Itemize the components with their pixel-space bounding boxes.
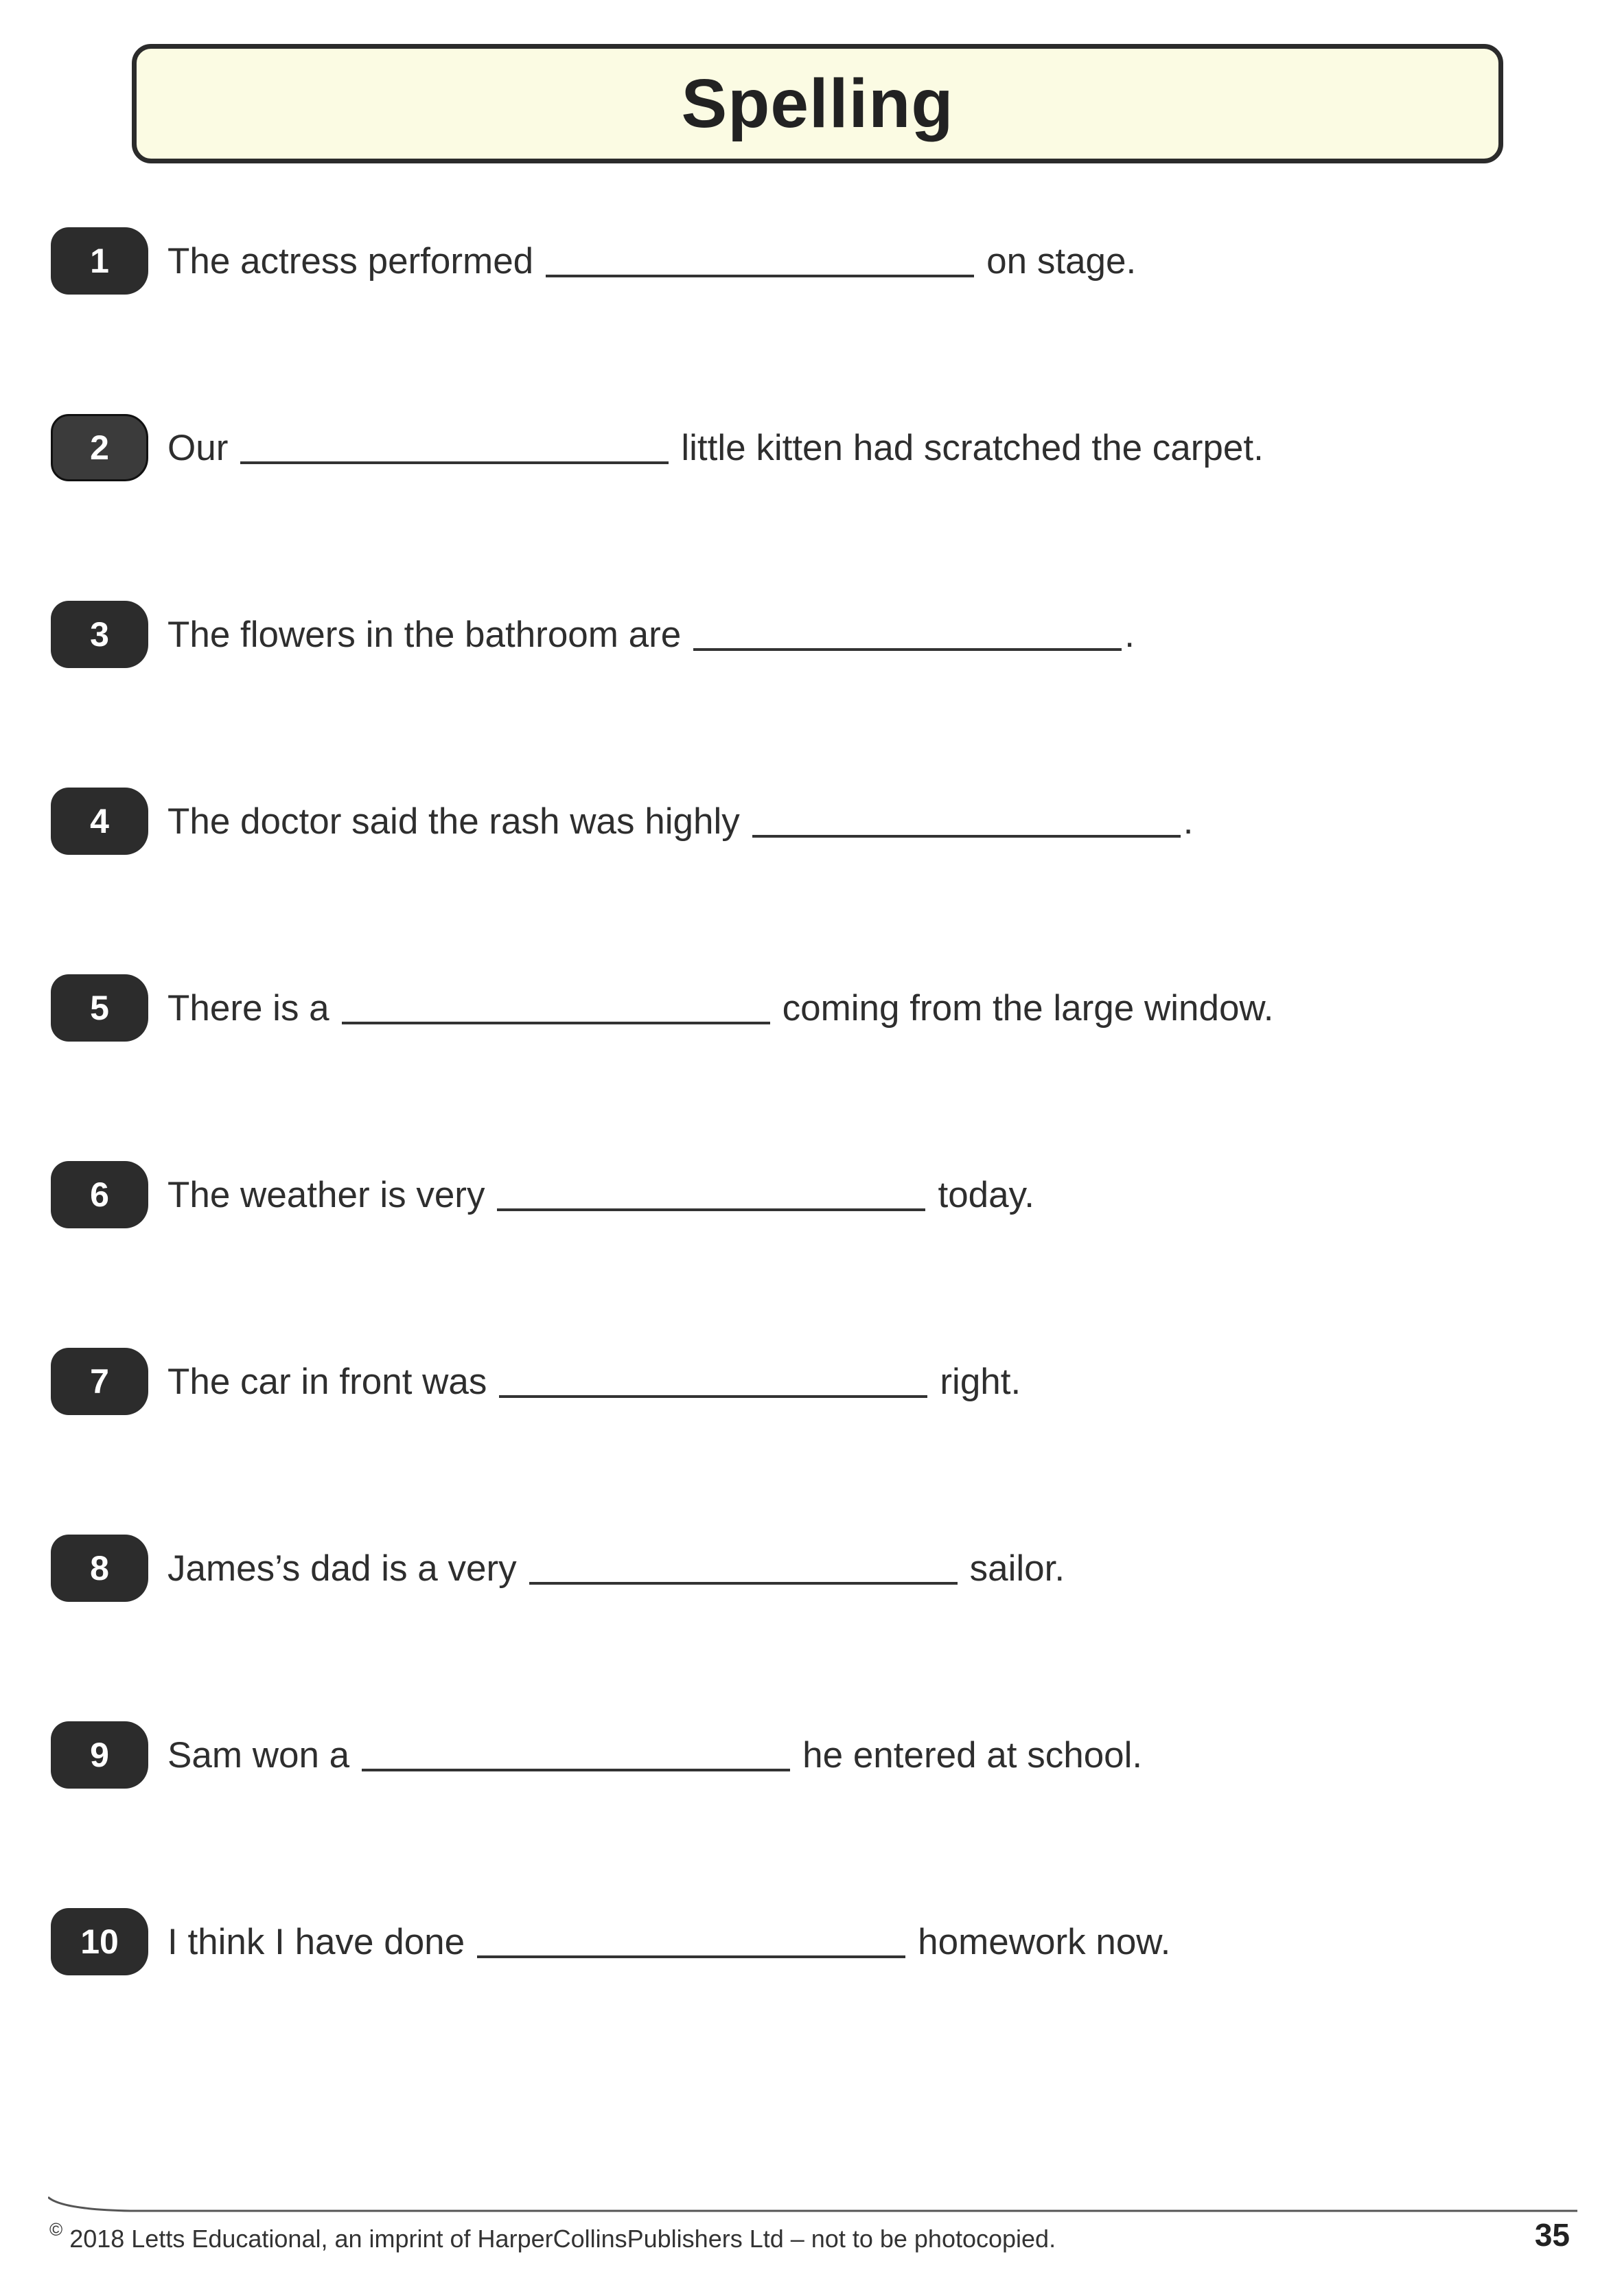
question-number-badge: 6 [51, 1161, 148, 1228]
question-number-badge: 9 [51, 1721, 148, 1789]
question-text-after: . [1183, 801, 1194, 842]
question-text-after: . [1124, 614, 1135, 655]
question-number-badge: 3 [51, 601, 148, 668]
page-title: Spelling [681, 65, 954, 142]
question-number-badge: 10 [51, 1908, 148, 1975]
question-text-before: The flowers in the bathroom are [167, 614, 682, 655]
question-text-before: The car in front was [167, 1361, 487, 1402]
answer-blank[interactable] [693, 648, 1122, 651]
question-number-badge: 5 [51, 974, 148, 1042]
answer-blank[interactable] [342, 1022, 770, 1024]
question-text-before: Sam won a [167, 1734, 350, 1776]
question-text-before: Our [167, 427, 229, 468]
question-1 [51, 227, 1527, 295]
question-3 [51, 600, 1527, 669]
question-text-before: There is a [167, 987, 329, 1029]
answer-blank[interactable] [529, 1582, 958, 1585]
question-text-after: coming from the large window. [782, 987, 1274, 1029]
question-number-badge: 8 [51, 1535, 148, 1602]
question-text-after: homework now. [918, 1921, 1171, 1962]
answer-blank[interactable] [497, 1208, 925, 1211]
question-text-after: right. [940, 1361, 1021, 1402]
question-6 [51, 1160, 1527, 1229]
question-4 [51, 787, 1527, 856]
question-text-after: today. [938, 1174, 1034, 1215]
question-2 [51, 413, 1527, 482]
answer-blank[interactable] [240, 461, 669, 464]
question-8 [51, 1534, 1527, 1603]
answer-blank[interactable] [499, 1395, 927, 1398]
question-text-before: The doctor said the rash was highly [167, 801, 740, 842]
question-number-badge: 4 [51, 788, 148, 855]
question-number-badge: 2 [51, 414, 148, 481]
question-9 [51, 1721, 1527, 1789]
copyright-notice [49, 2219, 1056, 2253]
answer-blank[interactable] [546, 275, 974, 277]
question-number-badge: 1 [51, 227, 148, 295]
question-text-before: I think I have done [167, 1921, 465, 1962]
copyright-symbol: © [49, 2219, 63, 2240]
question-text-after: he entered at school. [802, 1734, 1143, 1776]
question-10 [51, 1907, 1527, 1976]
answer-blank[interactable] [362, 1769, 790, 1771]
answer-blank[interactable] [477, 1955, 905, 1958]
title-banner [132, 44, 1503, 163]
question-text-before: The weather is very [167, 1174, 485, 1215]
question-5 [51, 974, 1527, 1042]
question-text-after: on stage. [986, 240, 1137, 282]
question-text-before: The actress performed [167, 240, 534, 282]
answer-blank[interactable] [752, 835, 1181, 838]
question-text-after: sailor. [969, 1548, 1065, 1589]
copyright-text: 2018 Letts Educational, an imprint of HarperCollinsPublishers Ltd – not to be photocopied. [69, 2225, 1056, 2253]
question-text-before: James’s dad is a very [167, 1548, 517, 1589]
question-7 [51, 1347, 1527, 1416]
footer-divider [48, 2194, 1577, 2215]
question-number-badge: 7 [51, 1348, 148, 1415]
question-text-after: little kitten had scratched the carpet. [681, 427, 1264, 468]
page-number: 35 [1534, 2217, 1570, 2253]
